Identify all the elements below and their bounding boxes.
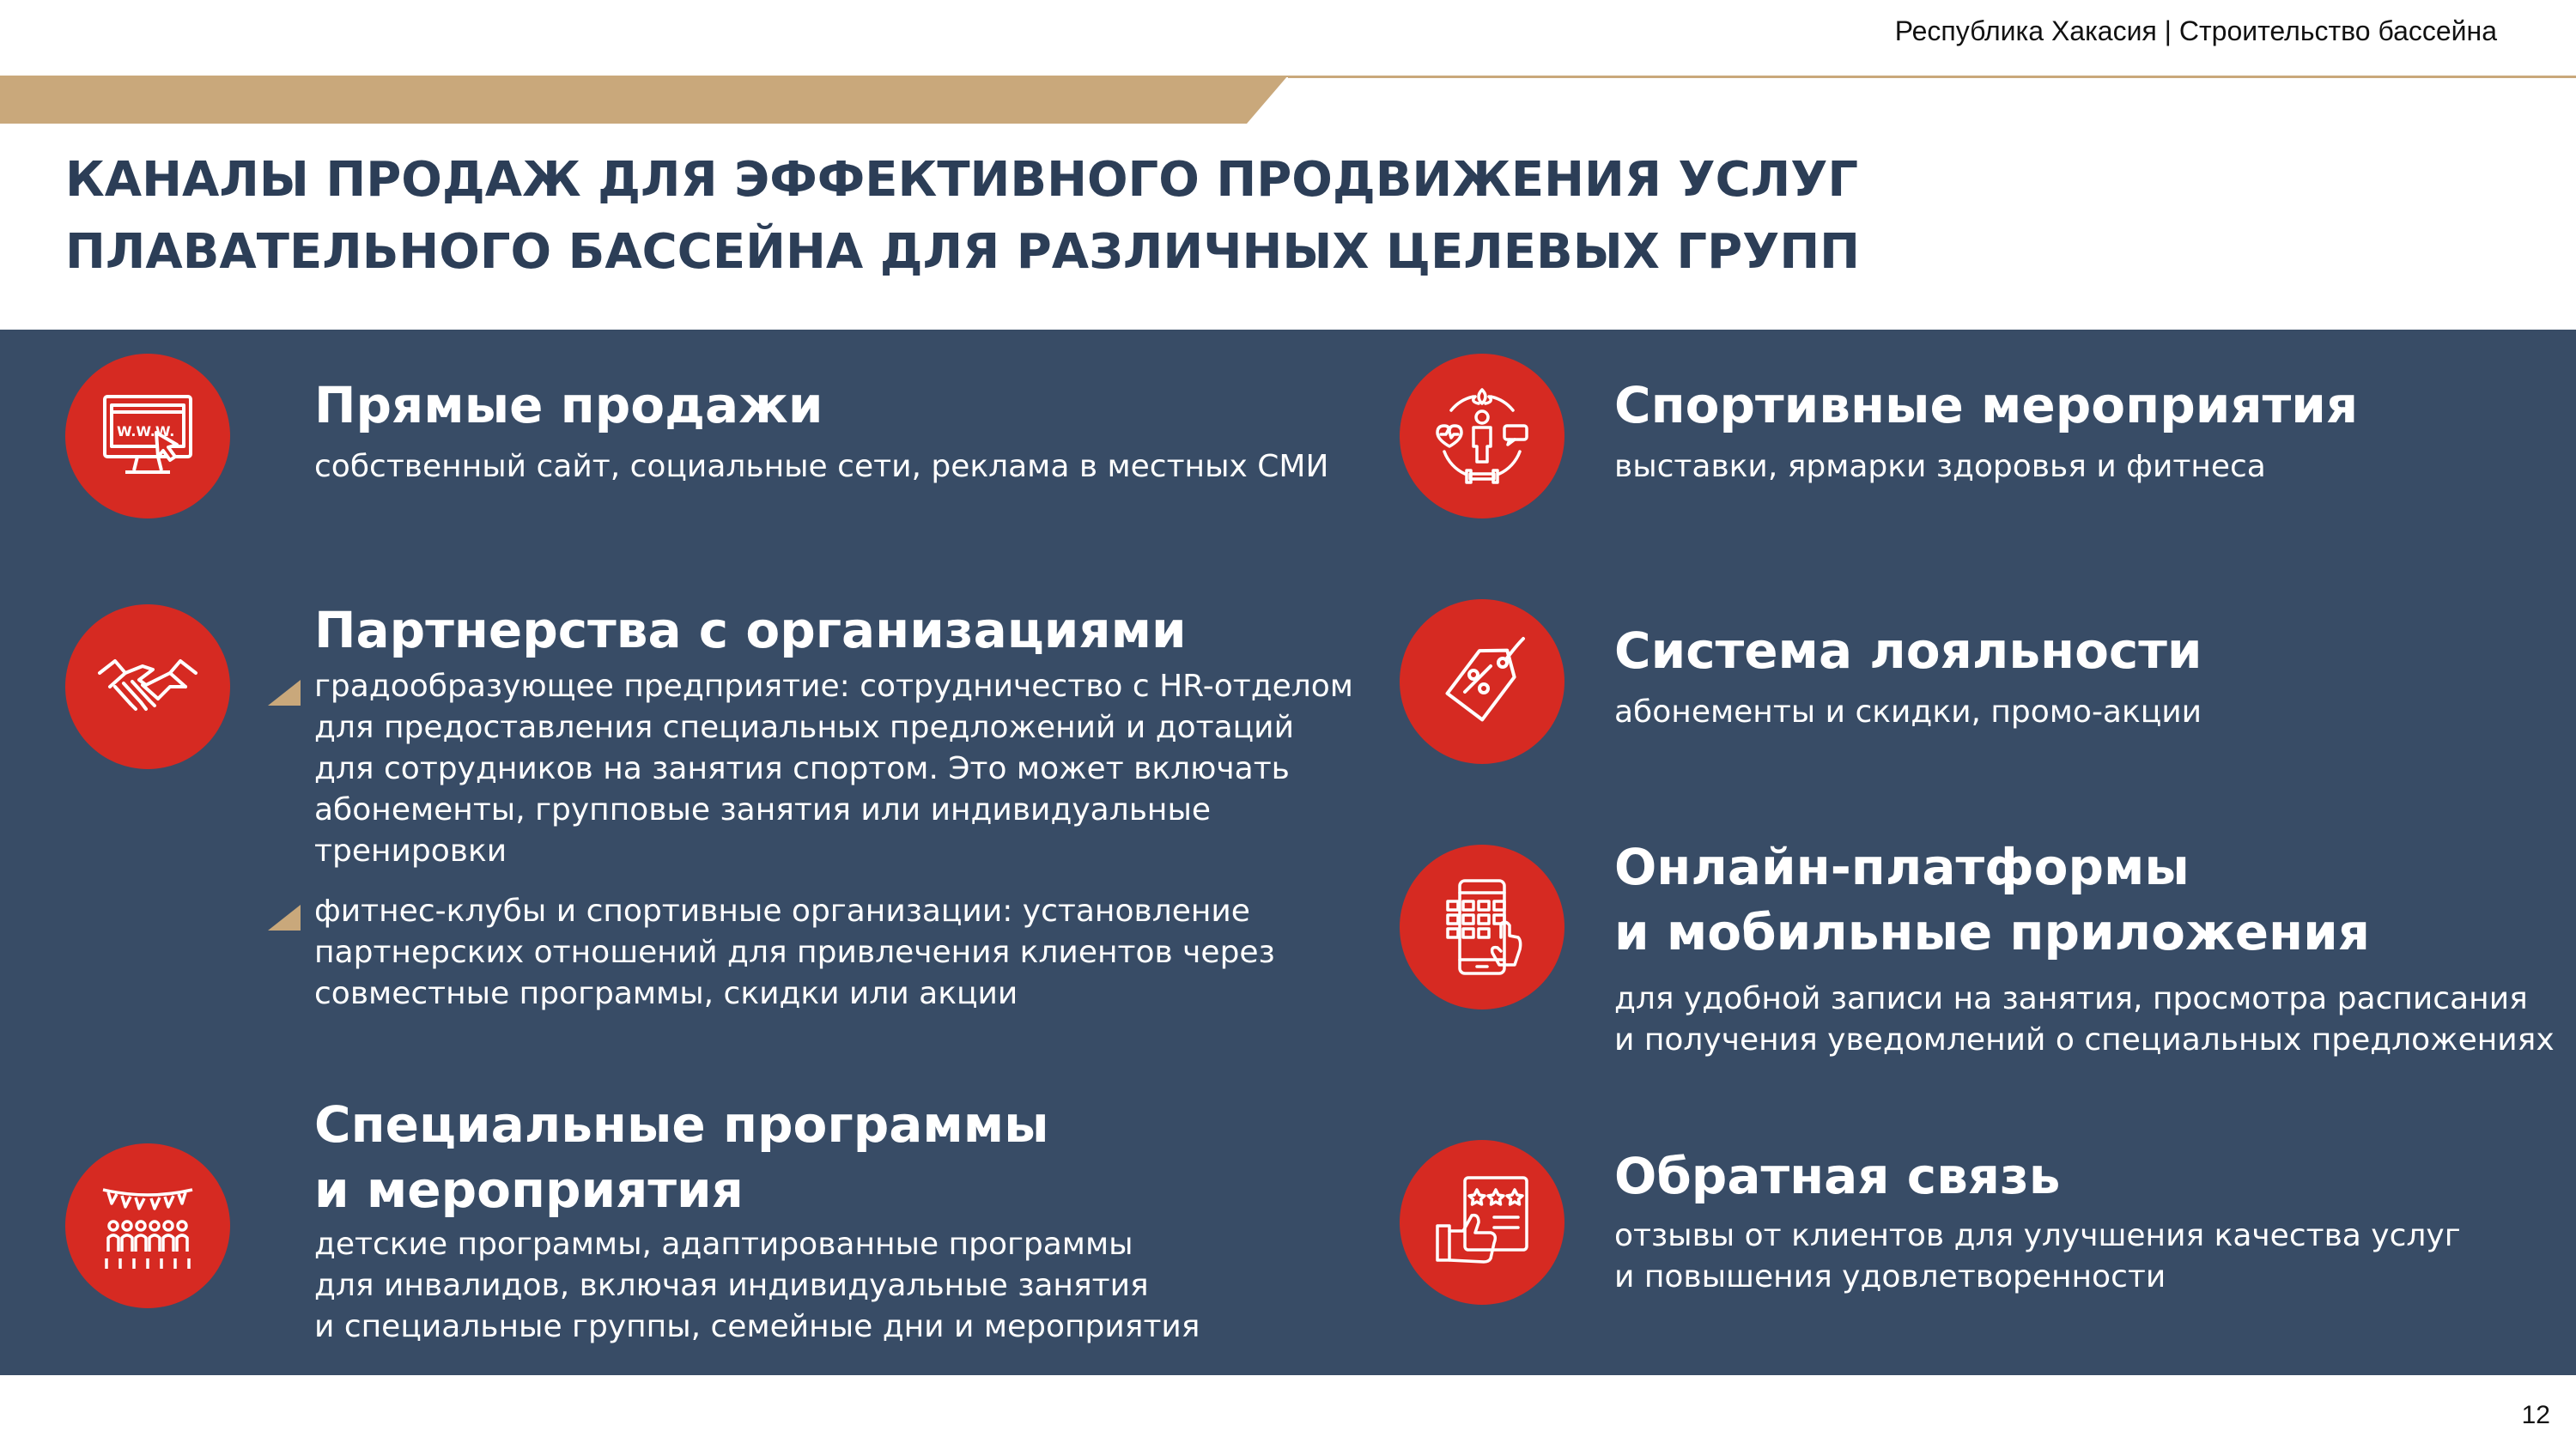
title-line: Онлайн-платформы [1614, 838, 2190, 896]
feedback-desc [1614, 1216, 2461, 1298]
text-line: для инвалидов, включая индивидуальные занятия [314, 1268, 1149, 1303]
text-line: партнерских отношений для привлечения клиентов через [314, 935, 1275, 970]
mobile-app-icon [1431, 876, 1534, 979]
direct-sales-icon-badge [65, 354, 230, 518]
text-line: и получения уведомлений о специальных предложениях [1614, 1022, 2555, 1058]
text-line: детские программы, адаптированные программы [314, 1227, 1133, 1262]
direct-sales-desc: собственный сайт, социальные сети, реклама в местных СМИ [314, 449, 1329, 484]
online-platforms-icon-badge [1400, 845, 1564, 1009]
direct-sales-title: Прямые продажи [314, 376, 823, 434]
partnerships-title: Партнерства с организациями [314, 601, 1187, 659]
special-programs-desc [314, 1224, 1200, 1348]
text-line: абонементы, групповые занятия или индивидуальные [314, 792, 1212, 828]
thumbs-up-review-icon [1431, 1171, 1534, 1274]
text-line: для предоставления специальных предложений и дотаций [314, 710, 1294, 745]
discount-tag-icon [1431, 630, 1534, 733]
text-line: и специальные группы, семейные дни и мероприятия [314, 1309, 1200, 1344]
partnerships-bullet-2 [314, 891, 1275, 1015]
page-title [65, 144, 2212, 288]
sport-events-desc: выставки, ярмарки здоровья и фитнеса [1614, 449, 2266, 484]
text-line: тренировки [314, 834, 507, 869]
feedback-title: Обратная связь [1614, 1147, 2061, 1205]
special-programs-icon-badge [65, 1143, 230, 1308]
sport-events-icon-badge [1400, 354, 1564, 518]
loyalty-title: Система лояльности [1614, 621, 2202, 680]
handshake-icon [96, 635, 199, 738]
text-line: фитнес-клубы и спортивные организации: установление [314, 894, 1250, 929]
text-line: отзывы от клиентов для улучшения качества услуг [1614, 1218, 2461, 1253]
gold-rule [1288, 76, 2576, 79]
text-line: совместные программы, скидки или акции [314, 976, 1018, 1011]
text-line: для сотрудников на занятия спортом. Это может включать [314, 751, 1290, 786]
bullet-marker [268, 905, 301, 931]
title-line: и мероприятия [314, 1161, 744, 1219]
content-panel [0, 330, 2576, 1375]
feedback-icon-badge [1400, 1140, 1564, 1305]
online-platforms-title [1614, 834, 2370, 965]
page-number: 12 [2521, 1401, 2550, 1429]
text-line: для удобной записи на занятия, просмотра расписания [1614, 981, 2528, 1016]
bullet-marker [268, 680, 301, 706]
text-line: градообразующее предприятие: сотрудничество с HR-отделом [314, 669, 1353, 704]
special-programs-title [314, 1092, 1049, 1222]
partnerships-bullet-1 [314, 666, 1353, 872]
title-line: и мобильные приложения [1614, 903, 2370, 961]
crowd-celebration-icon [96, 1174, 199, 1277]
loyalty-icon-badge [1400, 599, 1564, 764]
page-title-line: ПЛАВАТЕЛЬНОГО БАССЕЙНА ДЛЯ РАЗЛИЧНЫХ ЦЕЛЕВЫХ ГРУПП [65, 224, 1861, 280]
website-monitor-icon [96, 385, 199, 488]
loyalty-desc: абонементы и скидки, промо-акции [1614, 694, 2202, 730]
title-line: Специальные программы [314, 1095, 1049, 1154]
online-platforms-desc [1614, 979, 2555, 1061]
sport-events-title: Спортивные мероприятия [1614, 376, 2359, 434]
partnerships-icon-badge [65, 604, 230, 769]
gold-band-decoration [0, 76, 1288, 124]
header-breadcrumb: Республика Хакасия | Строительство бассейна [1894, 15, 2497, 46]
page-title-line: КАНАЛЫ ПРОДАЖ ДЛЯ ЭФФЕКТИВНОГО ПРОДВИЖЕНИЯ УСЛУГ [65, 152, 1859, 208]
text-line: и повышения удовлетворенности [1614, 1259, 2166, 1294]
fitness-person-icon [1431, 385, 1534, 488]
svg-text:W.W.W.: W.W.W. [117, 423, 175, 440]
